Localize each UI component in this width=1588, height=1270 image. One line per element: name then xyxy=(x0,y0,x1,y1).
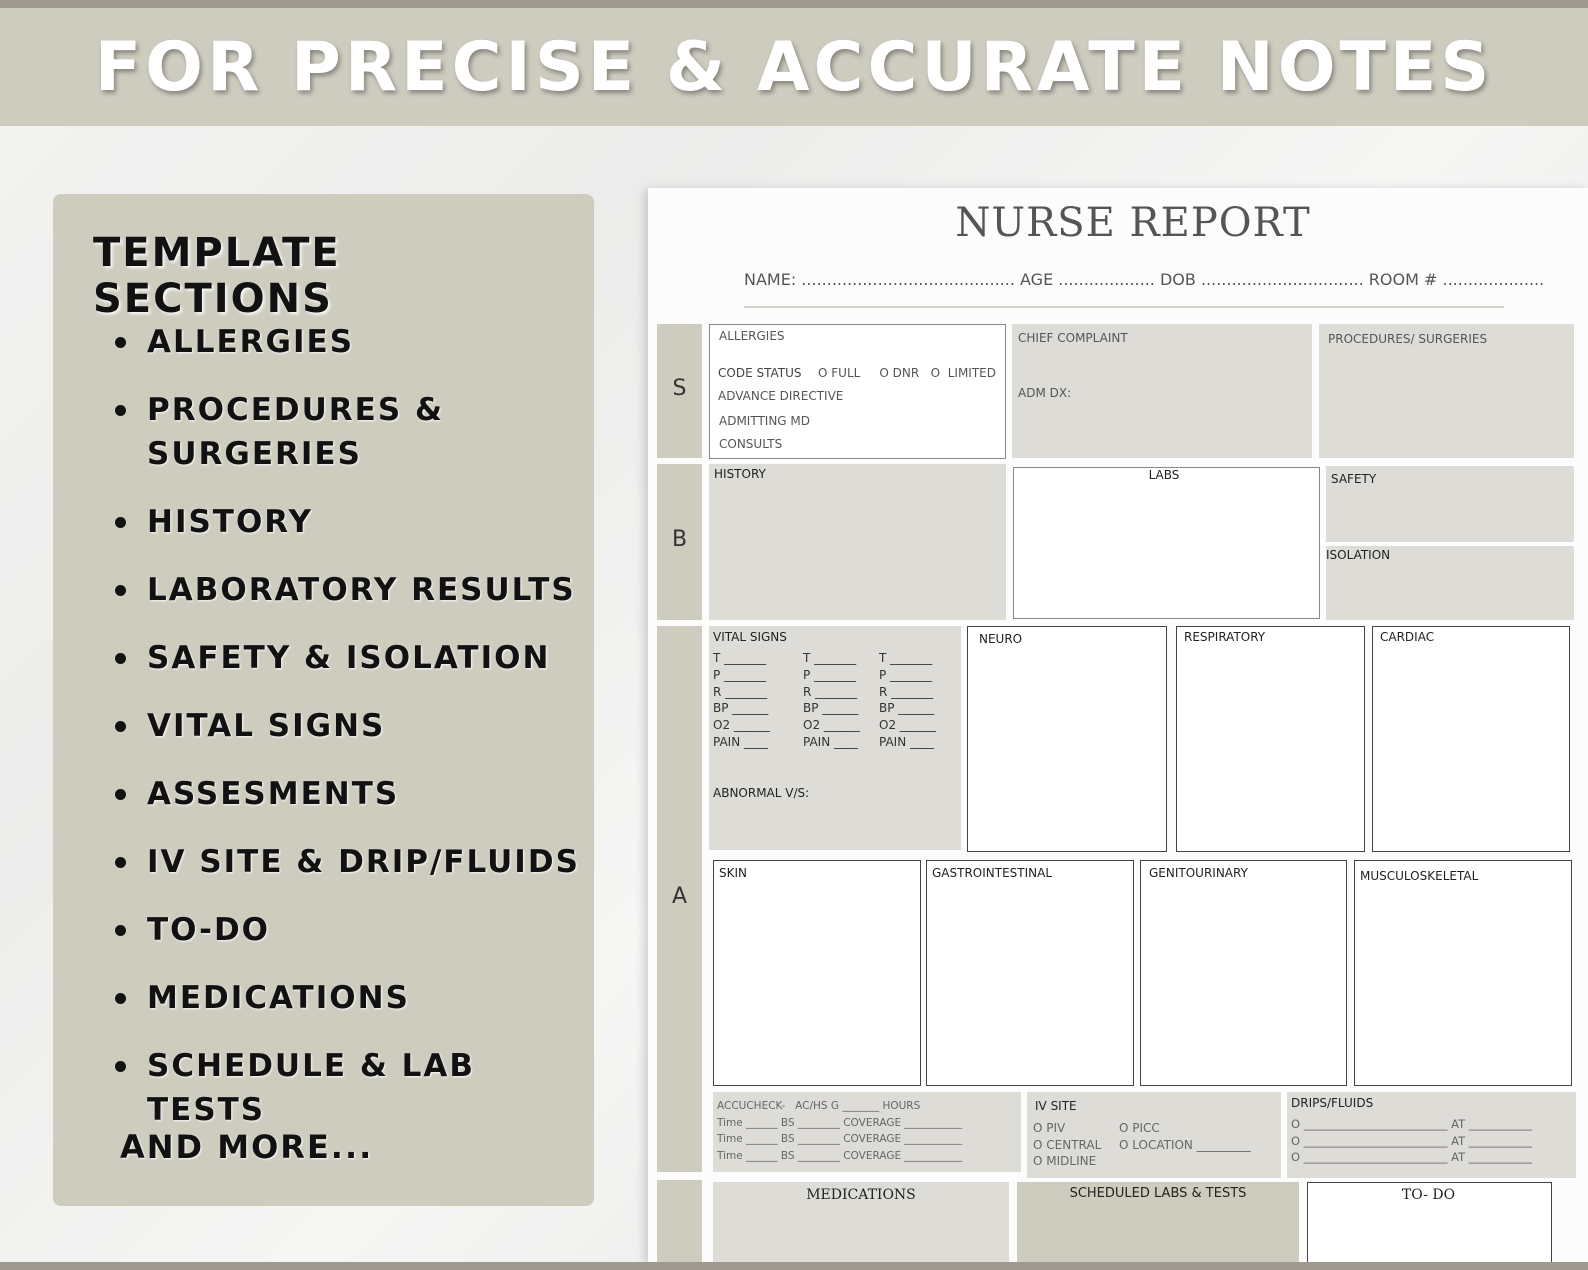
patient-header-fields: NAME: .......................................... AGE ................... DOB ................................ ROOM # .................... xyxy=(744,270,1545,289)
cardiac-box: CARDIAC xyxy=(1372,626,1570,852)
and-more-text: AND MORE... xyxy=(120,1128,374,1166)
list-item: ASSESMENTS xyxy=(113,772,594,816)
gastrointestinal-box: GASTROINTESTINAL xyxy=(926,860,1134,1086)
drips-fluids-box: DRIPS/FLUIDS O _________________________ AT ___________ O _________________________ AT ___________ O _________________________ AT ___________ xyxy=(1287,1092,1576,1178)
medications-box: MEDICATIONS xyxy=(713,1182,1009,1262)
neuro-box: NEURO xyxy=(967,626,1167,852)
history-box: HISTORY xyxy=(709,464,1006,620)
banner-title: FOR PRECISE & ACCURATE NOTES xyxy=(94,28,1494,107)
sections-panel xyxy=(53,194,594,1206)
header-rule xyxy=(744,306,1504,308)
list-item: SAFETY & ISOLATION xyxy=(113,636,594,680)
bottom-strip xyxy=(0,1262,1588,1270)
isolation-box: ISOLATION xyxy=(1326,546,1574,620)
list-item: VITAL SIGNS xyxy=(113,704,594,748)
top-strip xyxy=(0,0,1588,8)
vital-signs-box: VITAL SIGNS T _______ P _______ R _______ BP ______ O2 ______ PAIN ____ T _______ P _______ R _______ BP ______ O2 ______ PAIN ____ T _______ P _______ R _______ BP ______ O2 ______ PAIN ____ ABNORMAL V/S: xyxy=(709,626,961,850)
side-label-bottom xyxy=(657,1180,702,1262)
list-item: IV SITE & DRIP/FLUIDS xyxy=(113,840,594,884)
respiratory-box: RESPIRATORY xyxy=(1176,626,1365,852)
banner xyxy=(0,8,1588,126)
procedures-box: PROCEDURES/ SURGERIES xyxy=(1319,324,1574,458)
list-item: PROCEDURES & SURGERIES xyxy=(113,388,447,476)
sections-list xyxy=(113,320,594,1156)
list-item: MEDICATIONS xyxy=(113,976,594,1020)
skin-box: SKIN xyxy=(713,860,921,1086)
list-item: HISTORY xyxy=(113,500,594,544)
vital-signs-column-3: T _______ P _______ R _______ BP ______ O2 ______ PAIN ____ xyxy=(879,651,936,749)
list-item: TO-DO xyxy=(113,908,594,952)
scheduled-labs-box: SCHEDULED LABS & TESTS xyxy=(1017,1182,1299,1262)
nurse-report-page xyxy=(648,188,1588,1262)
vital-signs-column-1: T _______ P _______ R _______ BP ______ O2 ______ PAIN ____ xyxy=(713,651,770,749)
allergies-box: ALLERGIES CODE STATUS O FULL O DNR O LIMITED ADVANCE DIRECTIVE ADMITTING MD CONSULTS xyxy=(709,324,1006,459)
side-label-a: A xyxy=(657,626,702,1172)
panel-title: TEMPLATE SECTIONS xyxy=(93,230,341,322)
todo-box: TO- DO xyxy=(1307,1182,1552,1262)
accucheck-box: ACCUCHECK- AC/HS G _______ HOURS Time ______ BS ________ COVERAGE ___________ Time ______ BS ________ COVERAGE ___________ Time ______ BS ________ COVERAGE ___________ xyxy=(713,1092,1021,1172)
list-item: SCHEDULE & LAB TESTS xyxy=(113,1044,594,1132)
musculoskeletal-box: MUSCULOSKELETAL xyxy=(1354,860,1572,1086)
labs-box: LABS xyxy=(1013,467,1320,619)
genitourinary-box: GENITOURINARY xyxy=(1140,860,1347,1086)
safety-box: SAFETY xyxy=(1326,466,1574,542)
side-label-b: B xyxy=(657,464,702,620)
chief-complaint-box: CHIEF COMPLAINT ADM DX: xyxy=(1012,324,1312,458)
iv-site-box: IV SITE O PIV O CENTRAL O MIDLINE O PICC O LOCATION _________ xyxy=(1027,1092,1281,1178)
side-label-s: S xyxy=(657,324,702,458)
report-title: NURSE REPORT xyxy=(955,200,1311,246)
list-item: LABORATORY RESULTS xyxy=(113,568,594,612)
list-item: ALLERGIES xyxy=(113,320,594,364)
vital-signs-column-2: T _______ P _______ R _______ BP ______ O2 ______ PAIN ____ xyxy=(803,651,860,749)
